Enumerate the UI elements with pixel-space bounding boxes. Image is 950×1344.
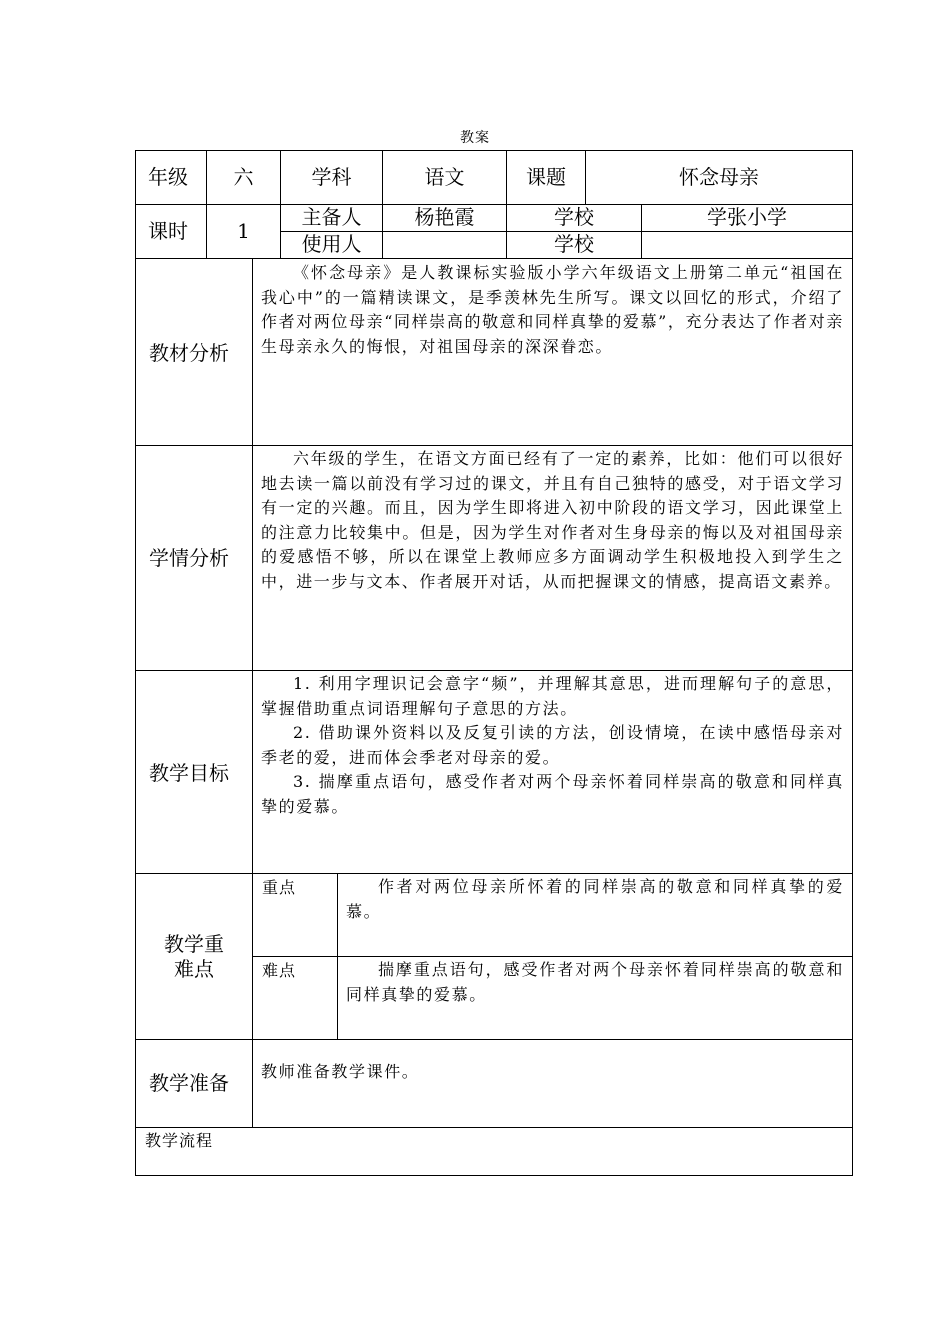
flow-label: 教学流程 [145,1131,214,1150]
user-value-cell [382,231,507,259]
prep-paragraph: 教师准备教学课件。 [261,1062,420,1081]
preparer-school-label: 学校 [554,205,594,229]
goal-item: 2. 借助课外资料以及反复引读的方法，创设情境，在读中感悟母亲对季老的爱，进而体会季老对母亲的爱。 [261,723,844,767]
document-title: 教案 [460,130,490,146]
subject-value: 语文 [424,165,465,189]
prep-label: 教学准备 [149,1071,229,1095]
grade-value: 六 [233,165,254,189]
goals-label: 教学目标 [149,761,229,785]
material-label: 教材分析 [149,341,229,365]
subject-label: 学科 [311,165,352,189]
topic-label: 课题 [526,165,566,189]
difficulty-text [346,958,844,1007]
students-label: 学情分析 [149,546,229,570]
students-text [261,447,844,594]
topic-value: 怀念母亲 [679,165,759,189]
goals-list [261,672,844,819]
grade-label: 年级 [148,165,188,189]
user-school-label: 学校 [554,232,594,256]
goal-item: 3. 揣摩重点语句，感受作者对两个母亲怀着同样崇高的敬意和同样真挚的爱慕。 [261,772,844,816]
period-label: 课时 [148,219,188,243]
user-label: 使用人 [301,232,362,256]
key-paragraph: 作者对两位母亲所怀着的同样崇高的敬意和同样真挚的爱慕。 [346,877,844,921]
material-paragraph: 《怀念母亲》是人教课标实验版小学六年级语文上册第二单元“祖国在我心中”的一篇精读课文，是季羡林先生所写。课文以回忆的形式，介绍了作者对两位母亲“同样崇高的敬意和同样真挚的爱慕”，充分表达了作者对亲生母亲永久的悔恨，对祖国母亲的深深眷恋。 [261,263,844,356]
difficulty-paragraph: 揣摩重点语句，感受作者对两个母亲怀着同样崇高的敬意和同样真挚的爱慕。 [346,960,844,1004]
preparer-label: 主备人 [301,205,362,229]
focus-label-line2: 难点 [174,957,214,981]
focus-label-line1: 教学重 [164,932,224,956]
key-label: 重点 [262,878,297,897]
difficulty-label: 难点 [262,961,297,980]
user-school-value-cell [641,231,853,259]
preparer-value: 杨艳霞 [414,205,475,229]
material-text [261,261,844,359]
students-paragraph: 六年级的学生，在语文方面已经有了一定的素养，比如：他们可以很好地去读一篇以前没有学习过的课文，并且有自己独特的感受，对于语文学习有一定的兴趣。而且，因为学生即将进入初中阶段的语文学习，因此课堂上的注意力比较集中。但是，因为学生对作者对生身母亲的悔以及对祖国母亲的爱感悟不够，所以在课堂上教师应多方面调动学生积极地投入到学生之中，进一步与文本、作者展开对话，从而把握课文的情感，提高语文素养。 [261,449,844,591]
prep-text [261,1060,844,1085]
key-text [346,875,844,924]
goal-item: 1. 利用字理识记会意字“频”，并理解其意思，进而理解句子的意思，掌握借助重点词语理解句子意思的方法。 [261,674,844,718]
period-value: 1 [237,219,250,243]
flow-cell [135,1127,853,1176]
preparer-school-value: 学张小学 [707,205,787,229]
